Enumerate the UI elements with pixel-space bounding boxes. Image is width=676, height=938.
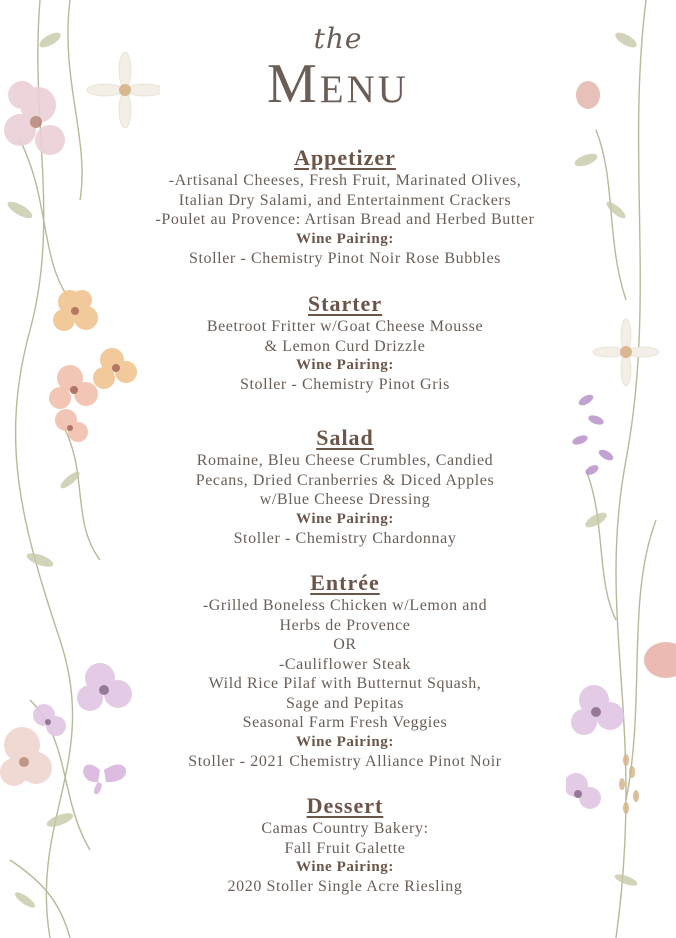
right-floral-decoration bbox=[566, 0, 676, 938]
wine-pairing-label: Wine Pairing: bbox=[296, 230, 394, 247]
section-title: Starter bbox=[307, 291, 383, 316]
wine-pairing-label: Wine Pairing: bbox=[296, 357, 394, 373]
menu-line: Wild Rice Pilaf with Butternut Squash, bbox=[208, 675, 482, 692]
wine-pairing-label: Wine Pairing: bbox=[296, 859, 394, 875]
section-appetizer bbox=[110, 145, 580, 268]
menu-line: Camas Country Bakery: bbox=[261, 820, 429, 837]
blush-flower-icon bbox=[0, 727, 52, 786]
header-the: the bbox=[313, 22, 363, 55]
menu-line: -Poulet au Provence: Artisan Bread and Herbed Butter bbox=[155, 211, 535, 228]
wine-name: Stoller - Chemistry Chardonnay bbox=[233, 529, 457, 547]
daisy-right-icon bbox=[593, 319, 659, 386]
wine-name: Stoller - Chemistry Pinot Gris bbox=[240, 376, 450, 393]
section-starter bbox=[110, 291, 580, 395]
section-title: Appetizer bbox=[294, 145, 396, 170]
menu-line: Romaine, Bleu Cheese Crumbles, Candied bbox=[196, 452, 494, 469]
menu-line: Beetroot Fritter w/Goat Cheese Mousse bbox=[206, 318, 484, 335]
wine-name: Stoller - 2021 Chemistry Alliance Pinot Noir bbox=[188, 752, 502, 770]
menu-line: Sage and Pepitas bbox=[285, 694, 405, 712]
wine-name: 2020 Stoller Single Acre Riesling bbox=[227, 878, 463, 895]
menu-line: w/Blue Cheese Dressing bbox=[259, 491, 431, 508]
menu-line: Herbs de Provence bbox=[279, 616, 411, 634]
section-title: Dessert bbox=[306, 793, 384, 818]
wine-pairing-label: Wine Pairing: bbox=[296, 733, 394, 750]
wine-name: Stoller - Chemistry Pinot Noir Rose Bubbles bbox=[188, 249, 502, 267]
menu-line: OR bbox=[333, 636, 357, 653]
poppy-icon bbox=[644, 642, 676, 678]
menu-line: -Cauliflower Steak bbox=[278, 655, 412, 673]
menu-line: Seasonal Farm Fresh Veggies bbox=[242, 714, 448, 731]
menu-line: Italian Dry Salami, and Entertainment Crackers bbox=[178, 191, 512, 209]
wine-pairing-label: Wine Pairing: bbox=[296, 510, 394, 527]
menu-line: Pecans, Dried Cranberries & Diced Apples bbox=[195, 471, 495, 489]
menu-line: -Artisanal Cheeses, Fresh Fruit, Marinated Olives, bbox=[168, 172, 522, 189]
menu-line: -Grilled Boneless Chicken w/Lemon and bbox=[202, 597, 488, 614]
section-entree bbox=[110, 570, 580, 771]
section-title: Salad bbox=[316, 425, 374, 450]
section-dessert bbox=[110, 793, 580, 897]
page-title: Menu bbox=[267, 53, 409, 115]
section-salad bbox=[110, 425, 580, 548]
menu-line: Fall Fruit Galette bbox=[284, 839, 406, 857]
coral-flower-icon bbox=[49, 365, 98, 442]
section-title: Entrée bbox=[310, 570, 380, 595]
menu-line: & Lemon Curd Drizzle bbox=[264, 337, 426, 355]
